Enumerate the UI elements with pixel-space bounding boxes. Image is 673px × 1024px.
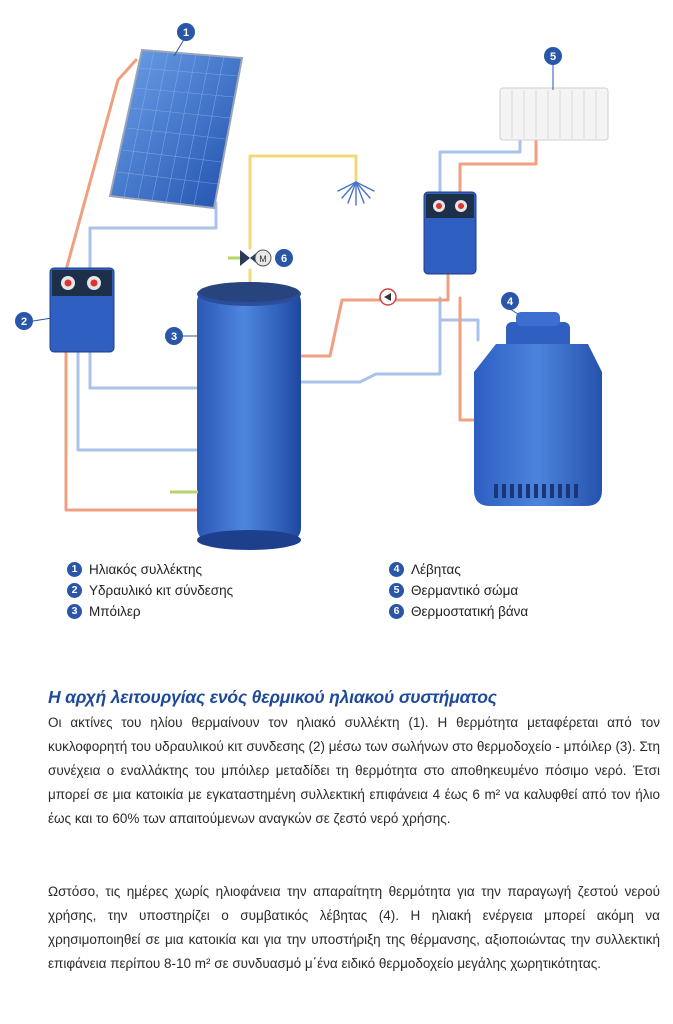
article-paragraph-1: Οι ακτίνες του ηλίου θερμαίνουν τον ηλιακό συλλέκτη (1). Η θερμότητα μεταφέρεται από τον κυκλοφορητή του υδραυλικού κιτ συνδεσης (2) μέσω των σωλήνων στο θερμοδοχείο - μπόιλερ (3). Στη συνέχεια ο εναλλάκτης του μπόιλερ μεταδίδει τη θερμότητα στο αποθηκευμένο πόσιμο νερό. Έτσι μπορεί σε μια κατοικία με εγκαταστημένη συλλεκτική επιφάνεια 4 έως 6 m² να καλυφθεί από τον ήλιο έως και το 60% των απαιτούμενων αναγκών σε ζεστό νερό χρήσης. xyxy=(48,715,660,826)
legend-number: 4 xyxy=(389,562,404,577)
marker-1-label: 1 xyxy=(182,27,190,39)
radiator xyxy=(500,88,608,140)
marker-4-label: 4 xyxy=(506,296,514,308)
circulation-pump xyxy=(380,289,396,305)
hydraulic-kit xyxy=(50,268,114,352)
shower-head xyxy=(338,182,374,205)
marker-5 xyxy=(544,47,562,90)
heating-control-unit xyxy=(424,192,476,274)
legend-item xyxy=(389,580,528,601)
marker-6 xyxy=(275,249,293,267)
legend-item xyxy=(389,559,528,580)
legend-number: 2 xyxy=(67,583,82,598)
thermostatic-valve xyxy=(228,250,271,266)
legend-left xyxy=(67,559,233,622)
legend-label: Θερμοστατική βάνα xyxy=(411,604,529,619)
legend-item xyxy=(389,601,528,622)
marker-5-label: 5 xyxy=(549,51,557,63)
legend-number: 6 xyxy=(389,604,404,619)
legend-number: 5 xyxy=(389,583,404,598)
marker-3 xyxy=(165,327,198,345)
legend-label: Μπόιλερ xyxy=(89,604,141,619)
legend-item xyxy=(67,559,233,580)
boiler xyxy=(474,312,602,506)
legend-item xyxy=(67,580,233,601)
legend-right xyxy=(389,559,528,622)
solar-collector xyxy=(110,50,242,208)
article-heading: Η αρχή λειτουργίας ενός θερμικού ηλιακού συστήματος xyxy=(48,687,497,707)
legend-label: Θερμαντικό σώμα xyxy=(411,583,519,598)
marker-2-label: 2 xyxy=(20,316,28,328)
marker-3-label: 3 xyxy=(170,331,178,343)
legend-number: 1 xyxy=(67,562,82,577)
legend-label: Ηλιακός συλλέκτης xyxy=(89,562,202,577)
marker-4 xyxy=(501,292,519,314)
valve-motor-label: M xyxy=(259,254,267,264)
marker-2 xyxy=(15,312,52,330)
legend-label: Υδραυλικό κιτ σύνδεσης xyxy=(89,583,234,598)
marker-6-label: 6 xyxy=(280,253,288,265)
article-paragraph-2: Ωστόσο, τις ημέρες χωρίς ηλιοφάνεια την απαραίτητη θερμότητα για την παραγωγή ζεστού νερού χρήσης, την υποστηρίζει ο συμβατικός λέβητας (4). Η ηλιακή ενέργεια μπορεί ακόμη να χρησιμοποιηθεί σε μια κατοικία και για την υποστήριξη της θέρμανσης, αξιοποιώντας την συλλεκτική επιφάνεια περίπου 8-10 m² σε συνδυασμό μ΄ένα ειδικό θερμοδοχείο μεγάλης χωρητικότητας. xyxy=(48,884,660,971)
legend-number: 3 xyxy=(67,604,82,619)
marker-1 xyxy=(174,23,195,56)
legend-item xyxy=(67,601,233,622)
storage-tank xyxy=(197,282,301,550)
legend-label: Λέβητας xyxy=(411,562,461,577)
water-pipes xyxy=(250,156,356,290)
